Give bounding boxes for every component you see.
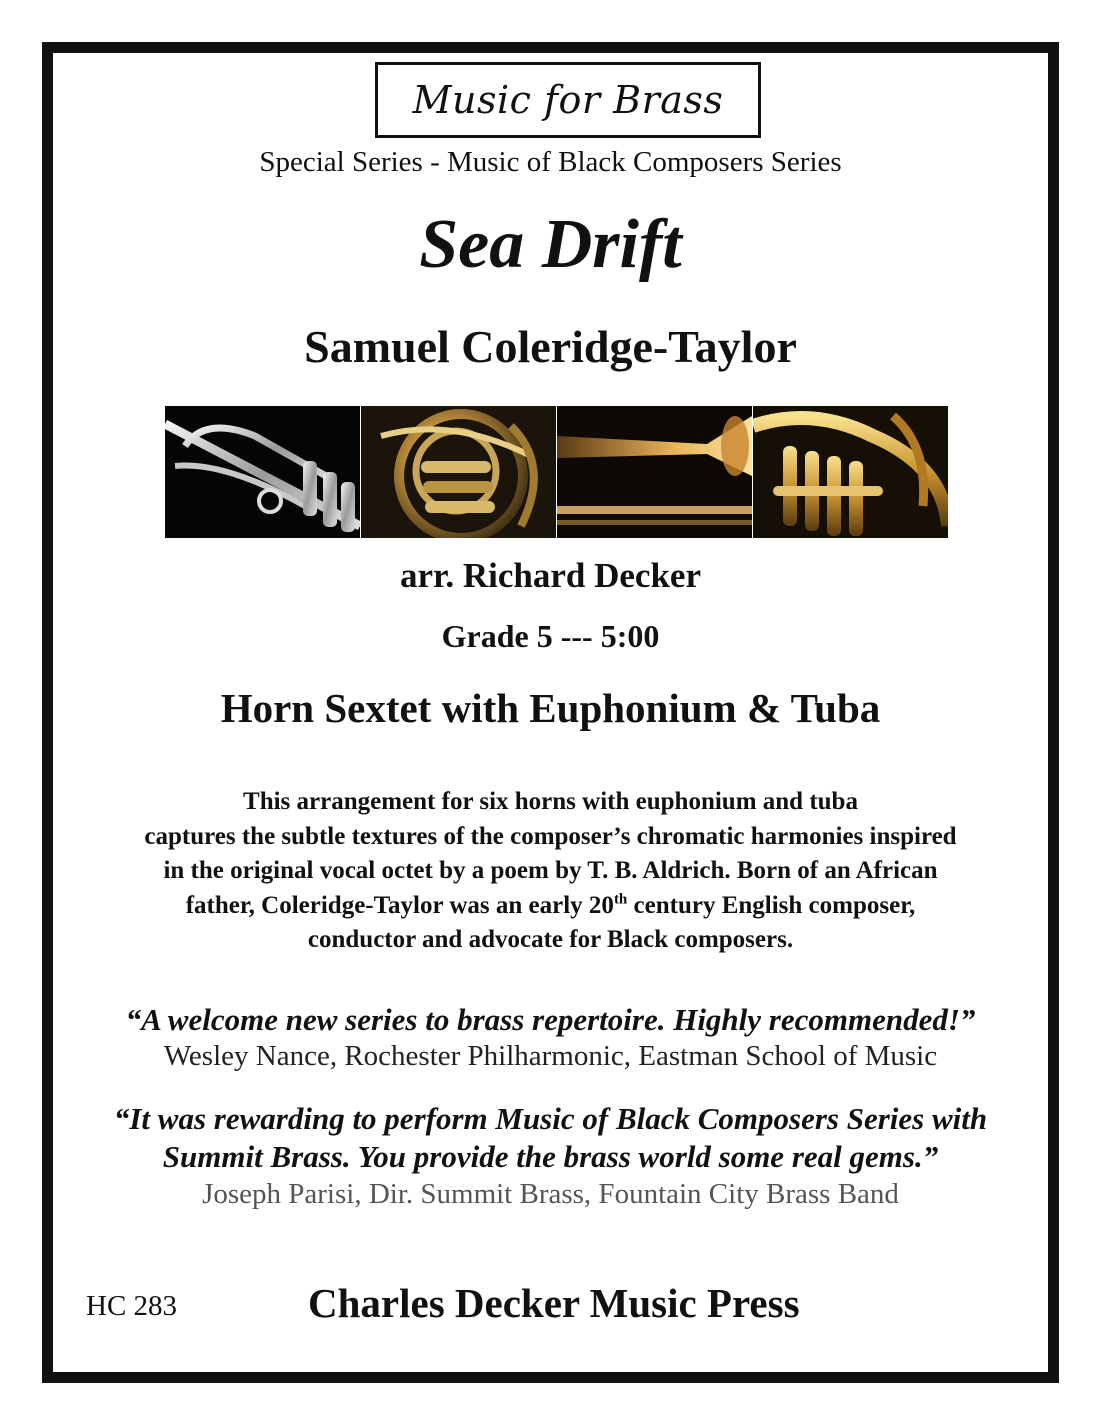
description-text: father, Coleridge-Taylor was an early 20	[185, 891, 614, 919]
series-logo-box	[375, 62, 761, 138]
description-line: in the original vocal octet by a poem by T. B. Aldrich. Born of an African	[163, 857, 938, 884]
trombone-photo	[557, 406, 752, 538]
description-paragraph	[0, 785, 1101, 958]
catalog-number: HC 283	[86, 1290, 178, 1322]
quote-line: Summit Brass. You provide the brass world some real gems.”	[162, 1139, 939, 1174]
publisher-name: Charles Decker Music Press	[308, 1280, 800, 1326]
description-line: captures the subtle textures of the composer’s chromatic harmonies inspired	[144, 822, 957, 850]
description-line	[0, 889, 1101, 924]
instrument-photo-strip	[165, 406, 948, 538]
series-logo-text: Music for Brass	[412, 78, 724, 122]
work-title: Sea Drift	[419, 206, 682, 283]
instrumentation: Horn Sextet with Euphonium & Tuba	[220, 685, 881, 731]
description-line: This arrangement for six horns with euphonium and tuba	[243, 788, 858, 815]
grade-duration: Grade 5 --- 5:00	[441, 618, 660, 654]
arranger-credit: arr. Richard Decker	[400, 556, 701, 595]
tuba-photo	[753, 406, 948, 538]
description-text: century English composer,	[627, 891, 916, 919]
quote-line: “It was rewarding to perform Music of Black Composers Series with	[113, 1101, 988, 1136]
subseries-line: Special Series - Music of Black Composers Series	[259, 146, 842, 178]
superscript: th	[613, 891, 628, 908]
testimonial-quote	[0, 1100, 1101, 1176]
composer-name: Samuel Coleridge-Taylor	[304, 321, 797, 372]
testimonial-attribution: Joseph Parisi, Dir. Summit Brass, Fountain City Brass Band	[202, 1178, 899, 1210]
description-line: conductor and advocate for Black composers.	[307, 926, 794, 953]
testimonial-quote: “A welcome new series to brass repertoire. Highly recommended!”	[125, 1002, 976, 1037]
testimonial-attribution: Wesley Nance, Rochester Philharmonic, Eastman School of Music	[163, 1040, 938, 1072]
trumpet-photo	[165, 406, 360, 538]
horn-photo	[361, 406, 556, 538]
